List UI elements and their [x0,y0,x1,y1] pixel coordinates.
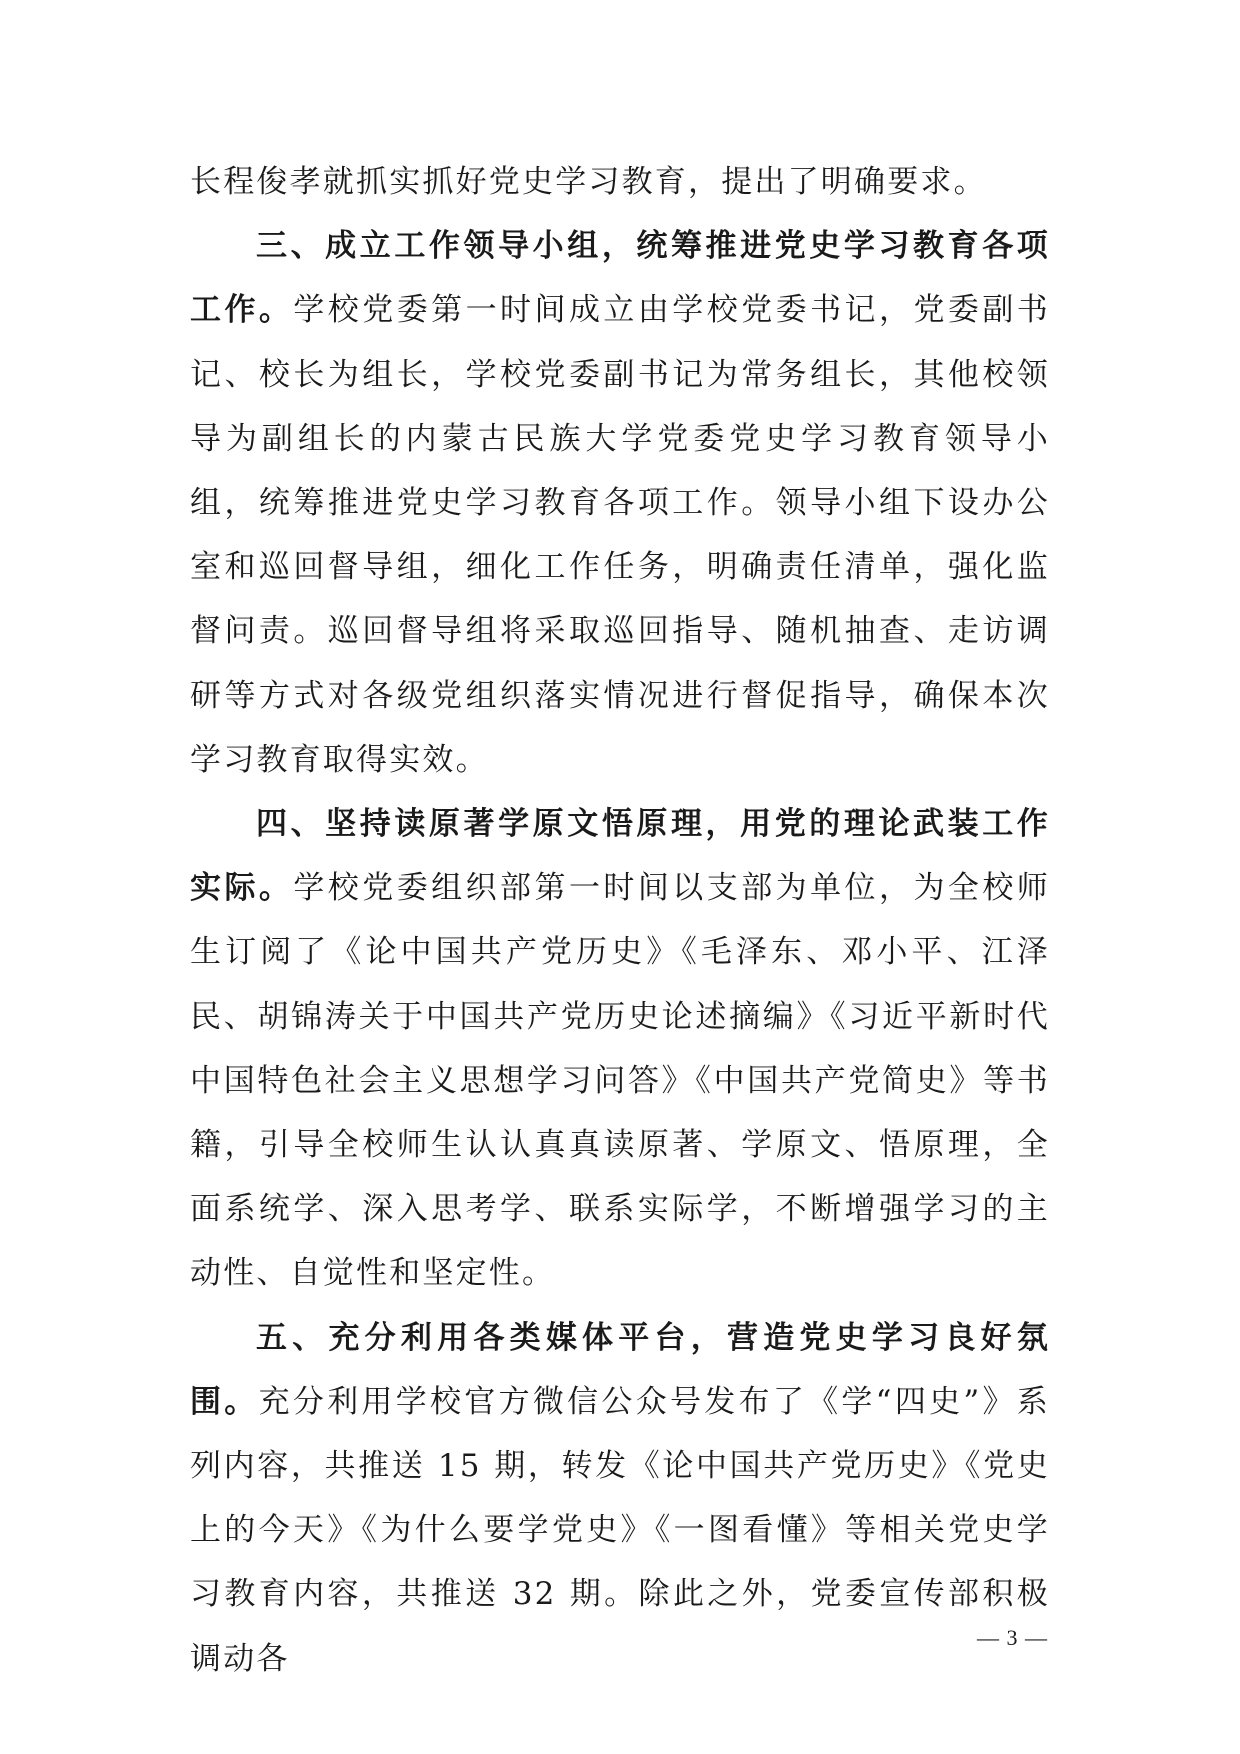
paragraph-4-text: 充分利用学校官方微信公众号发布了《学“四史”》系列内容，共推送 15 期，转发《论中国共产党历史》《党史上的今天》《为什么要学党史》《一图看懂》等相关党史学习教育内容，共推送 32 期。除此之外，党委宣传部积极调动各 [190,1383,1050,1677]
section-heading-3: 三、成立工作领导小组，统筹推进党史学习教育各项工作。 [190,228,1050,329]
paragraph-3-text: 学校党委组织部第一时间以支部为单位，为全校师生订阅了《论中国共产党历史》《毛泽东、邓小平、江泽民、胡锦涛关于中国共产党历史论述摘编》《习近平新时代中国特色社会主义思想学习问答》《中国共产党简史》等书籍，引导全校师生认认真真读原著、学原文、悟原理，全面系统学、深入思考学、联系实际学，不断增强学习的主动性、自觉性和坚定性。 [190,870,1050,1292]
paragraph-1 [190,150,1050,214]
document-body [190,150,1050,1691]
paragraph-1-text: 长程俊孝就抓实抓好党史学习教育，提出了明确要求。 [190,164,987,200]
page-number: — 3 — [977,1625,1048,1650]
section-heading-5: 五、充分利用各类媒体平台，营造党史学习良好氛围。 [190,1319,1050,1420]
section-heading-4: 四、坚持读原著学原文悟原理，用党的理论武装工作实际。 [190,806,1050,907]
paragraph-2 [190,214,1050,792]
paragraph-3 [190,792,1050,1306]
paragraph-2-text: 学校党委第一时间成立由学校党委书记，党委副书记、校长为组长，学校党委副书记为常务组长，其他校领导为副组长的内蒙古民族大学党委党史学习教育领导小组，统筹推进党史学习教育各项工作。领导小组下设办公室和巡回督导组，细化工作任务，明确责任清单，强化监督问责。巡回督导组将采取巡回指导、随机抽查、走访调研等方式对各级党组织落实情况进行督促指导，确保本次学习教育取得实效。 [190,292,1050,778]
paragraph-4 [190,1306,1050,1691]
